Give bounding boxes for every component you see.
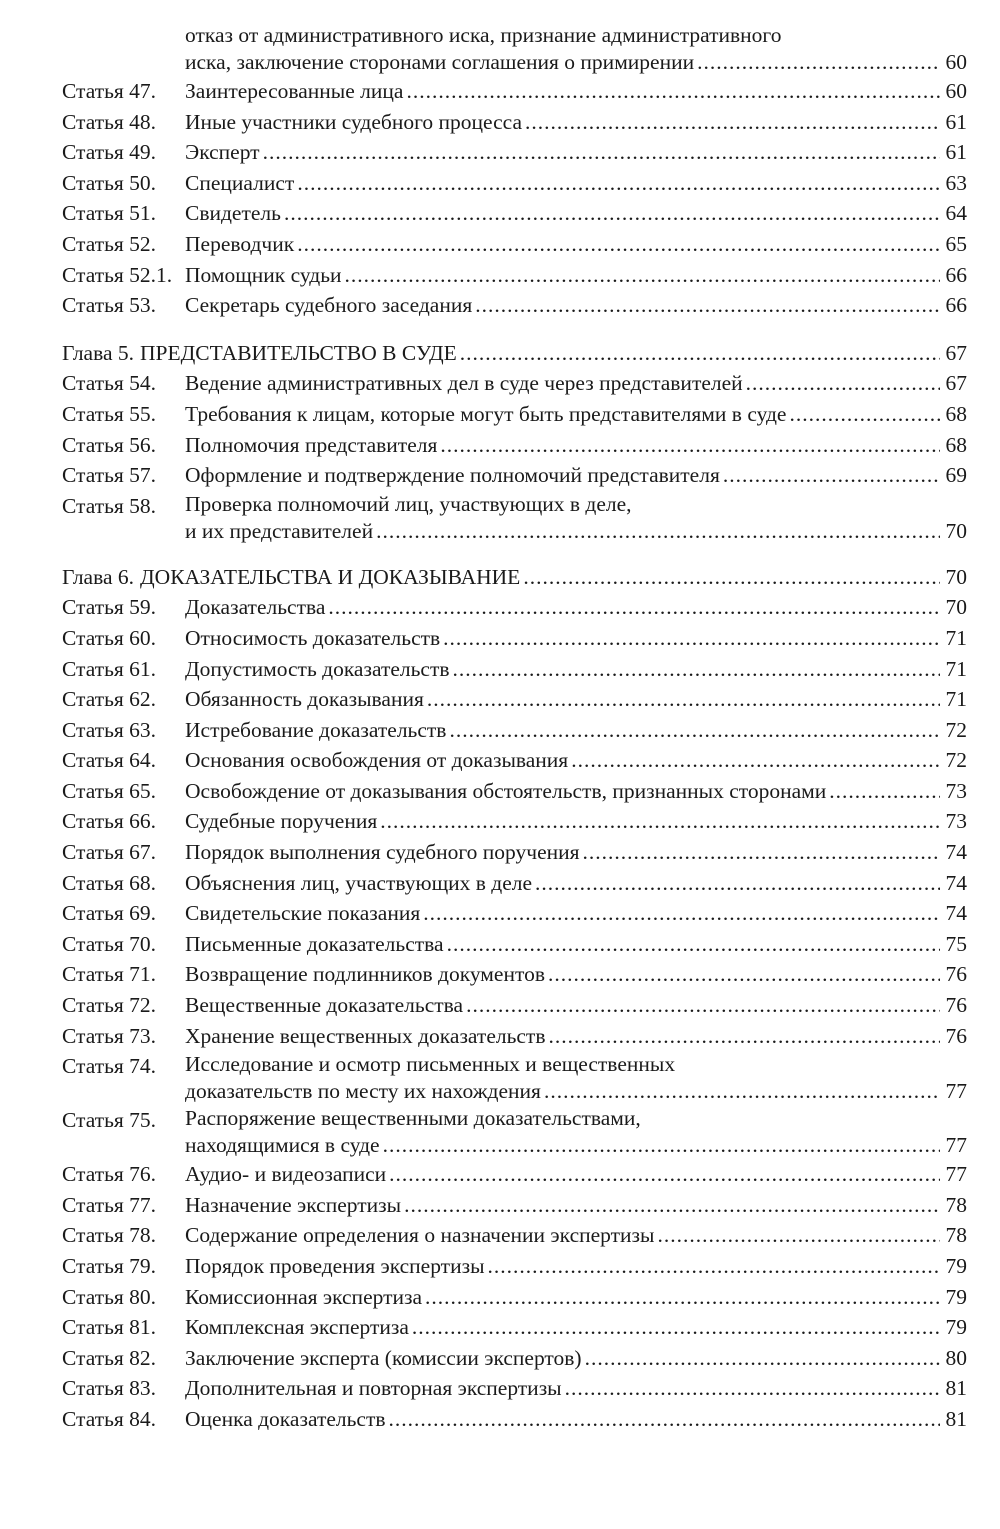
toc-entry[interactable]	[62, 868, 967, 899]
entry-body	[185, 229, 967, 260]
entry-label: Статья 84.	[62, 1406, 157, 1431]
entry-title-line-with-leader	[185, 1312, 967, 1343]
toc-entry[interactable]	[62, 76, 967, 107]
page-number: 77	[945, 1162, 967, 1187]
entry-label: Статья 66.	[62, 809, 157, 834]
page-number: 77	[945, 1079, 967, 1104]
entry-title: Порядок проведения экспертизы	[185, 1254, 485, 1278]
entry-title-line-with-leader	[185, 399, 967, 430]
dot-leader	[544, 1078, 940, 1105]
entry-body	[185, 1251, 967, 1282]
entry-label: Статья 76.	[62, 1162, 157, 1187]
entry-title: и их представителей	[185, 518, 374, 543]
entry-label: Статья 61.	[62, 656, 157, 681]
toc-entry[interactable]	[62, 107, 967, 138]
dot-leader	[548, 959, 940, 990]
entry-title: ДОКАЗАТЕЛЬСТВА И ДОКАЗЫВАНИЕ	[140, 564, 521, 589]
entry-title: Помощник судьи	[185, 262, 342, 287]
toc-entry[interactable]	[62, 399, 967, 430]
entry-label: Статья 47.	[62, 79, 157, 103]
entry-body	[185, 1021, 967, 1052]
entry-title-line-with-leader	[185, 1021, 967, 1052]
entry-body	[185, 460, 967, 491]
toc-entry[interactable]	[62, 430, 967, 461]
dot-leader	[443, 623, 940, 654]
entry-body	[185, 868, 967, 899]
dot-leader	[535, 868, 940, 899]
page-number: 75	[945, 931, 967, 956]
toc-chapter[interactable]	[62, 562, 967, 593]
page-number: 68	[945, 432, 967, 457]
toc-entry[interactable]	[62, 837, 967, 868]
entry-label: Статья 72.	[62, 993, 157, 1018]
entry-body	[185, 929, 967, 960]
entry-title-line-with-leader	[185, 107, 967, 138]
entry-body	[185, 198, 967, 229]
entry-title: Заинтересованные лица	[185, 79, 404, 103]
dot-leader	[380, 806, 940, 837]
toc-entry[interactable]	[62, 137, 967, 168]
dot-leader	[328, 592, 940, 623]
entry-title: Назначение экспертизы	[185, 1192, 402, 1217]
entry-body	[185, 368, 967, 399]
entry-title: находящимися в суде	[185, 1133, 380, 1158]
entry-label: Статья 73.	[62, 1023, 157, 1048]
page-number: 69	[945, 463, 967, 488]
toc-entry[interactable]	[62, 929, 967, 960]
entry-title: Возвращение подлинников документов	[185, 962, 545, 987]
dot-leader	[404, 1190, 940, 1221]
toc-entry[interactable]	[62, 654, 967, 685]
toc-chapter[interactable]	[62, 338, 967, 369]
entry-body	[185, 1312, 967, 1343]
toc-entry[interactable]	[62, 260, 967, 291]
entry-body	[185, 1404, 967, 1435]
entry-label: Статья 62.	[62, 687, 157, 712]
entry-title-line-with-leader	[140, 338, 967, 369]
entry-body	[185, 1159, 967, 1190]
entry-label: Статья 51.	[62, 201, 157, 226]
page-number: 71	[945, 687, 967, 712]
entry-title-line-with-leader	[185, 1343, 967, 1374]
page-number: 61	[945, 140, 967, 165]
page-number: 74	[945, 840, 967, 865]
dot-leader	[376, 518, 940, 545]
toc-entry[interactable]	[62, 491, 967, 545]
entry-title: Секретарь судебного заседания	[185, 293, 473, 318]
dot-leader	[427, 684, 940, 715]
entry-body	[185, 592, 967, 623]
entry-body	[185, 1105, 967, 1159]
entry-label: Статья 60.	[62, 625, 157, 650]
entry-title-line-with-leader	[185, 654, 967, 685]
entry-body	[185, 399, 967, 430]
entry-title: доказательств по месту их нахождения	[185, 1079, 541, 1104]
entry-title-line-with-leader	[185, 1251, 967, 1282]
entry-label: Статья 83.	[62, 1376, 157, 1401]
dot-leader	[829, 776, 940, 807]
entry-title: Содержание определения о назначении экспертизы	[185, 1223, 655, 1248]
page-number: 64	[945, 201, 967, 226]
entry-body	[185, 715, 967, 746]
entry-label: Статья 48.	[62, 109, 157, 134]
toc-entry[interactable]	[62, 1343, 967, 1374]
dot-leader	[723, 460, 940, 491]
page-number: 78	[945, 1223, 967, 1248]
entry-body	[140, 338, 967, 369]
page-number: 71	[945, 656, 967, 681]
entry-title-line-with-leader	[185, 715, 967, 746]
page-number: 72	[945, 748, 967, 773]
entry-title: Заключение эксперта (комиссии экспертов)	[185, 1345, 582, 1370]
dot-leader	[383, 1132, 940, 1159]
dot-leader	[657, 1220, 940, 1251]
entry-title-line-with-leader	[185, 806, 967, 837]
entry-title: Ведение административных дел в суде через представителей	[185, 371, 743, 396]
entry-title-line-with-leader	[185, 623, 967, 654]
entry-title: Полномочия представителя	[185, 432, 438, 457]
page-number: 66	[945, 293, 967, 318]
toc-entry[interactable]	[62, 1251, 967, 1282]
entry-body	[185, 168, 967, 199]
page-number: 74	[945, 901, 967, 926]
entry-title: Требования к лицам, которые могут быть представителями в суде	[185, 401, 787, 426]
entry-title: Вещественные доказательства	[185, 993, 464, 1018]
entry-body	[185, 430, 967, 461]
entry-title: иска, заключение сторонами соглашения о примирении	[185, 50, 695, 74]
entry-label: Статья 59.	[62, 595, 157, 620]
entry-label: Статья 75.	[62, 1108, 157, 1133]
toc-entry[interactable]	[62, 776, 967, 807]
page-number: 68	[945, 401, 967, 426]
toc-entry[interactable]	[62, 684, 967, 715]
toc-entry[interactable]	[62, 1220, 967, 1251]
entry-body	[185, 22, 967, 76]
entry-label: Статья 74.	[62, 1054, 157, 1079]
entry-label: Статья 70.	[62, 931, 157, 956]
entry-body	[185, 290, 967, 321]
toc-entry[interactable]	[62, 1159, 967, 1190]
entry-label: Статья 56.	[62, 432, 157, 457]
dot-leader	[447, 929, 940, 960]
entry-title-line-with-leader	[185, 168, 967, 199]
entry-title-line-with-leader	[185, 76, 967, 107]
page-number: 70	[945, 595, 967, 620]
entry-title: Переводчик	[185, 231, 295, 256]
entry-body	[185, 1051, 967, 1105]
entry-title-line: Распоряжение вещественными доказательствами,	[185, 1106, 641, 1131]
entry-label: Статья 65.	[62, 778, 157, 803]
entry-body	[185, 76, 967, 107]
toc-entry[interactable]	[62, 990, 967, 1021]
entry-body	[185, 684, 967, 715]
entry-title: Эксперт	[185, 140, 260, 165]
entry-title: Специалист	[185, 170, 295, 195]
dot-leader	[475, 290, 940, 321]
entry-title: Комплексная экспертиза	[185, 1315, 409, 1340]
entry-body	[185, 107, 967, 138]
entry-label: Статья 55.	[62, 401, 157, 426]
entry-title-line-with-leader	[185, 290, 967, 321]
page-number: 77	[945, 1133, 967, 1158]
entry-label: Статья 81.	[62, 1315, 157, 1340]
dot-leader	[453, 654, 940, 685]
toc-entry[interactable]	[62, 1190, 967, 1221]
entry-title: Оформление и подтверждение полномочий представителя	[185, 463, 720, 488]
toc-entry[interactable]	[62, 1312, 967, 1343]
entry-title-line-with-leader	[185, 430, 967, 461]
entry-label: Статья 50.	[62, 170, 157, 195]
toc-entry[interactable]	[62, 959, 967, 990]
entry-title-line-with-leader	[185, 776, 967, 807]
entry-body	[185, 623, 967, 654]
toc-entry[interactable]	[62, 229, 967, 260]
dot-leader	[412, 1312, 940, 1343]
entry-title: Судебные поручения	[185, 809, 378, 834]
entry-title: Оценка доказательств	[185, 1406, 386, 1431]
toc-entry[interactable]	[62, 1282, 967, 1313]
page-number: 81	[945, 1406, 967, 1431]
entry-label: Статья 53.	[62, 293, 157, 318]
entry-title: Дополнительная и повторная экспертизы	[185, 1376, 562, 1401]
dot-leader	[449, 715, 940, 746]
toc-entry[interactable]	[62, 1021, 967, 1052]
entry-title-line-with-leader	[185, 460, 967, 491]
entry-title-line: Исследование и осмотр письменных и вещественных	[185, 1052, 676, 1077]
toc-entry[interactable]	[62, 745, 967, 776]
dot-leader	[697, 49, 940, 76]
entry-title: Иные участники судебного процесса	[185, 109, 522, 134]
toc-entry[interactable]	[62, 806, 967, 837]
dot-leader	[466, 990, 940, 1021]
page-number: 70	[945, 518, 967, 543]
dot-leader	[406, 76, 940, 107]
page-number: 70	[945, 564, 967, 589]
page-number: 81	[945, 1376, 967, 1401]
toc-entry[interactable]	[62, 368, 967, 399]
entry-title-line-with-leader	[185, 518, 967, 545]
entry-label: Статья 71.	[62, 962, 157, 987]
dot-leader	[389, 1159, 940, 1190]
entry-label: Глава 6.	[62, 564, 134, 589]
entry-title-line-with-leader	[185, 1220, 967, 1251]
dot-leader	[571, 745, 940, 776]
entry-body	[185, 959, 967, 990]
dot-leader	[488, 1251, 940, 1282]
toc-entry[interactable]	[62, 1404, 967, 1435]
entry-label: Статья 68.	[62, 870, 157, 895]
dot-leader	[297, 229, 940, 260]
entry-body	[185, 776, 967, 807]
page-number: 67	[945, 340, 967, 365]
entry-label: Статья 52.	[62, 231, 157, 256]
page-number: 73	[945, 778, 967, 803]
entry-body	[185, 990, 967, 1021]
entry-body	[185, 654, 967, 685]
entry-title: Письменные доказательства	[185, 931, 444, 956]
entry-label: Статья 63.	[62, 717, 157, 742]
entry-body	[185, 898, 967, 929]
page-number: 76	[945, 962, 967, 987]
entry-body	[185, 1220, 967, 1251]
page-number: 61	[945, 109, 967, 134]
page-number: 79	[945, 1315, 967, 1340]
entry-title-line-with-leader	[185, 229, 967, 260]
page-number: 79	[945, 1254, 967, 1278]
toc-entry[interactable]	[62, 898, 967, 929]
dot-leader	[523, 562, 940, 593]
page-number: 66	[945, 262, 967, 287]
dot-leader	[565, 1373, 940, 1404]
entry-title-line-with-leader	[185, 837, 967, 868]
page-number: 72	[945, 717, 967, 742]
entry-title-line-with-leader	[185, 198, 967, 229]
toc-entry[interactable]	[62, 22, 967, 76]
entry-label: Статья 79.	[62, 1254, 157, 1278]
dot-leader	[789, 399, 940, 430]
dot-leader	[425, 1282, 940, 1313]
entry-body	[185, 806, 967, 837]
entry-title: Порядок выполнения судебного поручения	[185, 840, 580, 865]
dot-leader	[284, 198, 940, 229]
entry-body	[185, 745, 967, 776]
entry-label: Статья 82.	[62, 1345, 157, 1370]
entry-label: Статья 78.	[62, 1223, 157, 1248]
dot-leader	[389, 1404, 940, 1435]
page-number: 73	[945, 809, 967, 834]
entry-title: Объяснения лиц, участвующих в деле	[185, 870, 533, 895]
entry-title: Доказательства	[185, 595, 326, 620]
dot-leader	[583, 837, 940, 868]
entry-title-line-with-leader	[185, 868, 967, 899]
entry-title-line-with-leader	[185, 1404, 967, 1435]
entry-body	[185, 260, 967, 291]
entry-title-line: отказ от административного иска, признание административного	[185, 23, 782, 47]
entry-label: Статья 67.	[62, 840, 157, 865]
dot-leader	[525, 107, 940, 138]
page-number: 80	[945, 1345, 967, 1370]
entry-title-line-with-leader	[185, 260, 967, 291]
entry-label: Статья 69.	[62, 901, 157, 926]
entry-title-line-with-leader	[185, 49, 967, 76]
entry-title: Обязанность доказывания	[185, 687, 424, 712]
page-number: 63	[945, 170, 967, 195]
page-number: 79	[945, 1284, 967, 1309]
dot-leader	[423, 898, 940, 929]
dot-leader	[548, 1021, 940, 1052]
page-number: 76	[945, 1023, 967, 1048]
entry-title-line-with-leader	[185, 684, 967, 715]
entry-title-line-with-leader	[185, 368, 967, 399]
entry-title: Освобождение от доказывания обстоятельств, признанных сторонами	[185, 778, 827, 803]
entry-title-line-with-leader	[185, 1373, 967, 1404]
entry-title: Относимость доказательств	[185, 625, 441, 650]
toc-entry[interactable]	[62, 623, 967, 654]
page-number: 78	[945, 1192, 967, 1217]
entry-label: Статья 77.	[62, 1192, 157, 1217]
entry-title-line-with-leader	[185, 990, 967, 1021]
entry-label: Статья 80.	[62, 1284, 157, 1309]
entry-title-line-with-leader	[185, 1159, 967, 1190]
entry-body	[140, 562, 967, 593]
entry-title: Истребование доказательств	[185, 717, 447, 742]
entry-body	[185, 491, 967, 545]
page-number: 74	[945, 870, 967, 895]
toc-entry[interactable]	[62, 290, 967, 321]
entry-title: Аудио- и видеозаписи	[185, 1162, 387, 1187]
entry-title-line-with-leader	[185, 1190, 967, 1221]
entry-label: Статья 52.1.	[62, 262, 173, 287]
entry-body	[185, 1343, 967, 1374]
entry-title: Свидетельские показания	[185, 901, 421, 926]
entry-title: Комиссионная экспертиза	[185, 1284, 423, 1309]
entry-title-line-with-leader	[185, 745, 967, 776]
entry-title-line-with-leader	[185, 898, 967, 929]
toc-entry[interactable]	[62, 1373, 967, 1404]
entry-title: ПРЕДСТАВИТЕЛЬСТВО В СУДЕ	[140, 340, 457, 365]
dot-leader	[746, 368, 940, 399]
entry-title-line-with-leader	[185, 1132, 967, 1159]
toc-entry[interactable]	[62, 592, 967, 623]
entry-label: Статья 58.	[62, 493, 157, 518]
entry-title-line-with-leader	[185, 959, 967, 990]
dot-leader	[460, 338, 940, 369]
toc-entry[interactable]	[62, 198, 967, 229]
toc-entry[interactable]	[62, 715, 967, 746]
entry-label: Статья 49.	[62, 140, 157, 165]
dot-leader	[345, 260, 940, 291]
entry-title: Основания освобождения от доказывания	[185, 748, 569, 773]
dot-leader	[585, 1343, 940, 1374]
entry-body	[185, 1282, 967, 1313]
entry-title-line: Проверка полномочий лиц, участвующих в деле,	[185, 491, 632, 516]
entry-title-line-with-leader	[185, 929, 967, 960]
toc-entry[interactable]	[62, 1051, 967, 1105]
page-number: 67	[945, 371, 967, 396]
entry-title-line-with-leader	[185, 1078, 967, 1105]
page-number: 71	[945, 625, 967, 650]
entry-title-line-with-leader	[185, 1282, 967, 1313]
page-number: 65	[945, 231, 967, 256]
entry-body	[185, 837, 967, 868]
entry-label: Статья 64.	[62, 748, 157, 773]
entry-title: Хранение вещественных доказательств	[185, 1023, 546, 1048]
toc-entry[interactable]	[62, 1105, 967, 1159]
table-of-contents	[62, 22, 967, 1435]
entry-title: Допустимость доказательств	[185, 656, 450, 681]
entry-label: Глава 5.	[62, 340, 134, 365]
entry-label: Статья 57.	[62, 463, 157, 488]
entry-body	[185, 137, 967, 168]
page-number: 60	[945, 50, 967, 74]
dot-leader	[440, 430, 940, 461]
entry-title-line-with-leader	[185, 137, 967, 168]
entry-label: Статья 54.	[62, 371, 157, 396]
entry-title-line-with-leader	[140, 562, 967, 593]
entry-body	[185, 1190, 967, 1221]
entry-title: Свидетель	[185, 201, 281, 226]
entry-body	[185, 1373, 967, 1404]
dot-leader	[263, 137, 940, 168]
page-number: 60	[945, 79, 967, 103]
entry-title-line-with-leader	[185, 592, 967, 623]
page-number: 76	[945, 993, 967, 1018]
toc-entry[interactable]	[62, 168, 967, 199]
dot-leader	[297, 168, 940, 199]
toc-entry[interactable]	[62, 460, 967, 491]
